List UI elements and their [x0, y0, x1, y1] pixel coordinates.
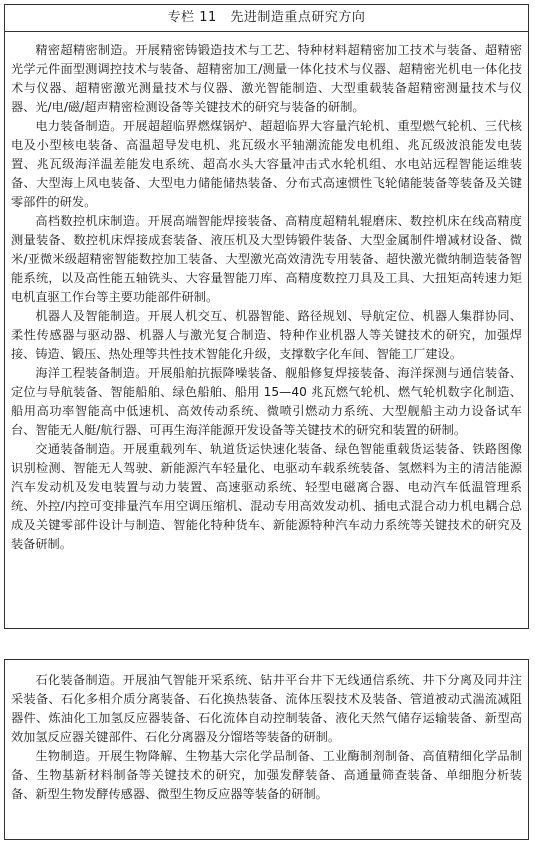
box-body-continued [5, 660, 528, 804]
paragraph-transport-equipment: 交通装备制造。开展重载列车、轨道货运快速化装备、绿色智能重载货运装备、铁路图像识别检测、智能无人驾驶、新能源汽车轻量化、电驱动车载系统装备、氢燃料为主的清洁能源汽车发动机及发电装置与动力装置、高速驱动系统、轻型电磁离合器、电动汽车低温管理系统、外控/内控可变排量汽车用空调压缩机、混动专用高效发动机、插电式混合动力机电耦合总成及关键零部件设计与制造、智能化特种货车、新能源特种汽车动力系统等关键技术的研究及装备研制。 [11, 442, 522, 551]
box-title: 专栏 11 先进制造重点研究方向 [5, 5, 528, 32]
paragraph-robotics-intelligent-manufacturing: 机器人及智能制造。开展人机交互、机器智能、路径规划、导航定位、机器人集群协同、柔性传感器与驱动器、机器人与激光复合制造、特种作业机器人等关键技术的研究，加强焊接、铸造、锻压、热处理等共性技术智能化升级，支撑数字化车间、智能工厂建设。 [11, 309, 522, 361]
paragraph-bio-manufacturing: 生物制造。开展生物降解、生物基大宗化学品制备、工业酶制剂制备、高值精细化学品制备、生物基新材料制备等关键技术的研究，加强发酵装备、高通量筛查装备、单细胞分析装备、新型生物发酵传感器、微型生物反应器等装备的研制。 [11, 749, 522, 801]
box-body [5, 32, 528, 554]
feature-box-column-11 [4, 4, 529, 629]
feature-box-continued [4, 659, 529, 840]
paragraph-marine-engineering: 海洋工程装备制造。开展船舶抗振降噪装备、舰船修复焊接装备、海洋探测与通信装备、定位与导航装备、智能船舶、绿色船舶、船用 15—40 兆瓦燃气轮机、燃气轮机数字化制造、船用高功率智能高中低速机、高效传动系统、微喷引燃动力系统、大型舰船主动力设备试车台、智能无人艇/航行器、可再生海洋能源开发设备等关键技术的研究和装置的研制。 [11, 366, 522, 437]
paragraph-precision-manufacturing: 精密超精密制造。开展精密铸锻造技术与工艺、特种材料超精密加工技术与装备、超精密光学元件面型测调控技术与装备、超精密加工/测量一体化技术与仪器、超精密光机电一体化技术与仪器、超精密激光测量技术与仪器、激光智能制造、大型重载装备超精密测量技术与仪器、光/电/磁/超声精密检测设备等关键技术的研究与装备的研制。 [11, 43, 522, 114]
paragraph-cnc-machine-tools: 高档数控机床制造。开展高端智能焊接装备、高精度超精轧辊磨床、数控机床在线高精度测量装备、数控机床焊接成套装备、液压机及大型铸锻件装备、大型金属制件增减材设备、微米/亚微米级超精密智能数控加工装备、大型激光高效清洗专用装备、超快激光微纳制造装备智能系统，以及高性能五轴铣头、大容量智能刀库、高精度数控刀具及工具、大扭矩高转速力矩电机直驱工作台等主要功能部件研制。 [11, 214, 522, 304]
paragraph-petrochemical-equipment: 石化装备制造。开展油气智能开采系统、钻井平台井下无线通信系统、井下分离及同井注采装备、石化多相介质分离装备、石化换热装备、流体压裂技术及装备、管道被动式湍流减阻器件、炼油化工加氢反应器装备、石化流体自动控制装备、液化天然气储存运输装备、新型高效加氢反应器关键部件、石化分离器及分馏塔等装备的研制。 [11, 673, 522, 744]
paragraph-power-equipment: 电力装备制造。开展超超临界燃煤锅炉、超超临界大容量汽轮机、重型燃气轮机、三代核电及小型核电装备、高温超导发电机、兆瓦级水平轴潮流能发电机组、兆瓦级波浪能发电装置、兆瓦级海洋温差能发电系统、超高水头大容量冲击式水轮机组、水电站远程智能运维装备、大型海上风电装备、大型电力储能储热装备、分布式高速惯性飞轮储能装备等装备及关键零部件的研发。 [11, 119, 522, 209]
